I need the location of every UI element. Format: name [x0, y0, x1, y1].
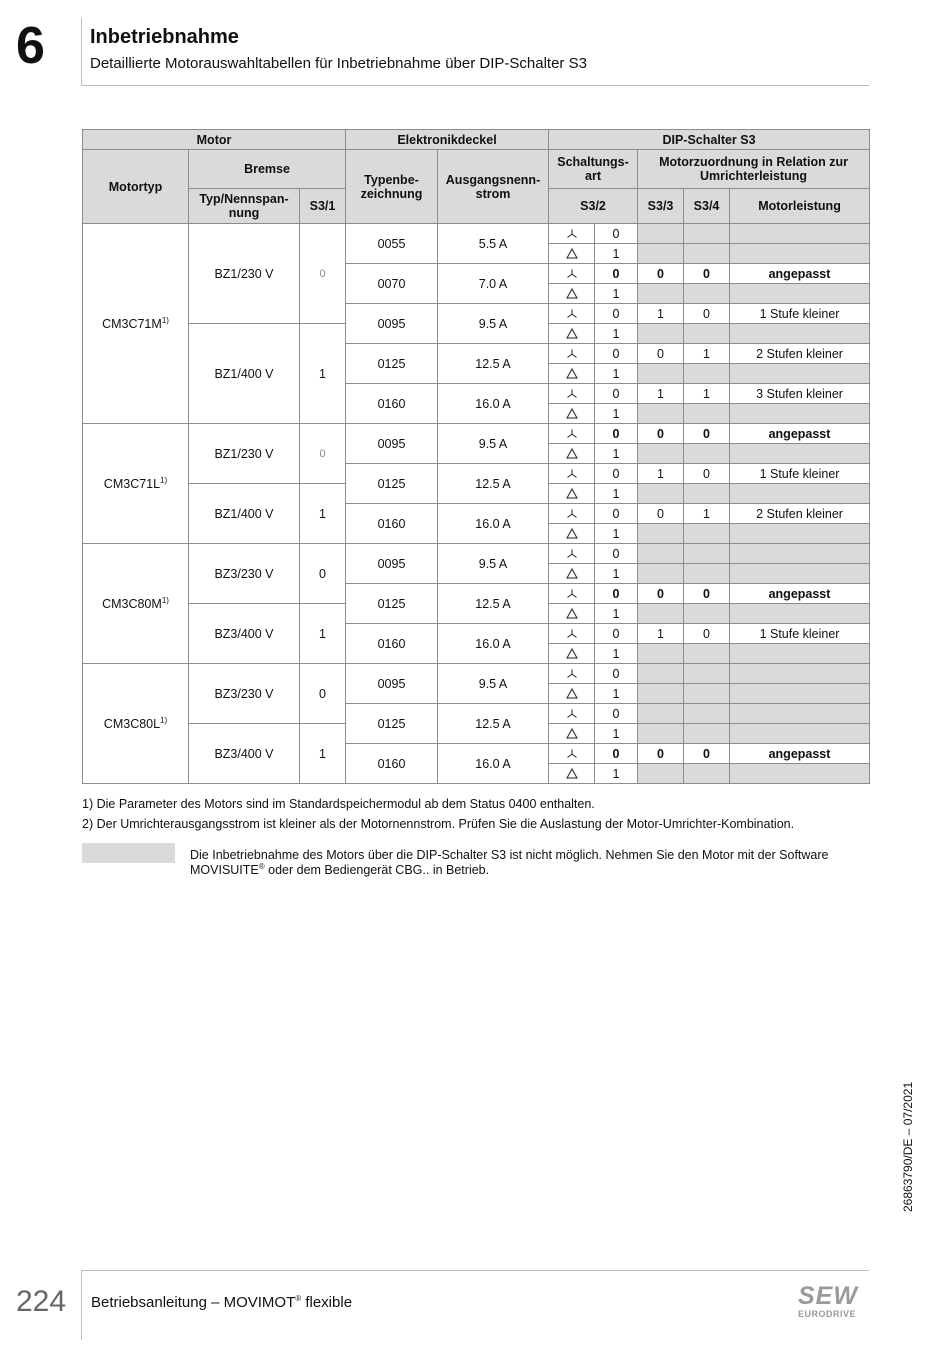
s33-value: [638, 704, 684, 724]
output-current: 16.0 A: [438, 504, 549, 544]
s31-value: 0: [300, 664, 346, 724]
s33-value: 0: [638, 264, 684, 284]
footnote-1: 1) Die Parameter des Motors sind im Standardspeichermodul ab dem Status 0400 enthalten.: [82, 797, 595, 811]
sew-eurodrive-logo: [798, 1283, 870, 1321]
s34-value: 0: [684, 584, 730, 604]
logo-subword: EURODRIVE: [798, 1309, 857, 1319]
document-id: 26863790/DE – 07/2021: [901, 1081, 915, 1212]
motor-power: [730, 764, 870, 784]
table-body: [83, 224, 870, 784]
s34-value: 1: [684, 344, 730, 364]
motor-power: [730, 724, 870, 744]
s32-value: 1: [595, 364, 638, 384]
s33-value: [638, 404, 684, 424]
col-header-motortyp: Motortyp: [83, 150, 189, 224]
s32-value: 0: [595, 224, 638, 244]
motor-footnote-ref: 1): [161, 315, 169, 325]
output-current: 5.5 A: [438, 224, 549, 264]
motor-power: 3 Stufen kleiner: [730, 384, 870, 404]
header-rule: [81, 85, 869, 86]
cover-type: 0160: [346, 504, 438, 544]
s33-value: [638, 644, 684, 664]
star-connection-icon: [549, 464, 595, 484]
star-connection-icon: [549, 384, 595, 404]
col-header-schaltungsart: Schaltungs- art: [549, 150, 638, 189]
s32-value: 1: [595, 404, 638, 424]
footer-document-title: [91, 1294, 352, 1311]
s33-value: [638, 224, 684, 244]
s31-value: 1: [300, 724, 346, 784]
col-header-s34: S3/4: [684, 189, 730, 224]
delta-connection-icon: [549, 644, 595, 664]
table-row: [83, 424, 870, 444]
delta-connection-icon: [549, 604, 595, 624]
col-header-motorleistung: Motorleistung: [730, 189, 870, 224]
delta-connection-icon: [549, 764, 595, 784]
cover-type: 0160: [346, 624, 438, 664]
star-connection-icon: [549, 224, 595, 244]
brake-type: BZ1/400 V: [189, 324, 300, 424]
s34-value: [684, 284, 730, 304]
motor-power: [730, 224, 870, 244]
star-connection-icon: [549, 504, 595, 524]
s32-value: 0: [595, 464, 638, 484]
output-current: 9.5 A: [438, 424, 549, 464]
s32-value: 0: [595, 744, 638, 764]
s34-value: [684, 524, 730, 544]
s34-value: [684, 224, 730, 244]
output-current: 9.5 A: [438, 664, 549, 704]
s32-value: 1: [595, 324, 638, 344]
s33-value: 0: [638, 424, 684, 444]
s34-value: [684, 684, 730, 704]
note-line-2: oder dem Bediengerät CBG.. in Betrieb.: [264, 863, 490, 877]
cover-type: 0095: [346, 424, 438, 464]
s34-value: 0: [684, 744, 730, 764]
brake-type: BZ1/230 V: [189, 224, 300, 324]
s34-value: [684, 604, 730, 624]
footer-rule: [81, 1270, 869, 1271]
star-connection-icon: [549, 344, 595, 364]
s33-value: 0: [638, 344, 684, 364]
s34-value: 0: [684, 304, 730, 324]
note-marker-bar: [82, 843, 175, 863]
s32-value: 0: [595, 544, 638, 564]
s33-value: 1: [638, 464, 684, 484]
delta-connection-icon: [549, 244, 595, 264]
s33-value: [638, 364, 684, 384]
s33-value: 0: [638, 504, 684, 524]
cover-type: 0070: [346, 264, 438, 304]
star-connection-icon: [549, 624, 595, 644]
s32-value: 1: [595, 284, 638, 304]
delta-connection-icon: [549, 284, 595, 304]
s33-value: [638, 444, 684, 464]
star-connection-icon: [549, 264, 595, 284]
motor-power: angepasst: [730, 424, 870, 444]
s33-value: [638, 244, 684, 264]
delta-connection-icon: [549, 324, 595, 344]
s32-value: 0: [595, 264, 638, 284]
star-connection-icon: [549, 544, 595, 564]
cover-type: 0095: [346, 304, 438, 344]
cover-type: 0125: [346, 584, 438, 624]
table-row: [83, 544, 870, 564]
s34-value: [684, 724, 730, 744]
cover-type: 0160: [346, 384, 438, 424]
output-current: 16.0 A: [438, 384, 549, 424]
s32-value: 0: [595, 624, 638, 644]
s32-value: 1: [595, 644, 638, 664]
s34-value: [684, 324, 730, 344]
chapter-title: Inbetriebnahme: [90, 26, 239, 48]
output-current: 9.5 A: [438, 304, 549, 344]
s33-value: 0: [638, 584, 684, 604]
s33-value: [638, 764, 684, 784]
header-divider: [81, 18, 82, 86]
col-header-s31: S3/1: [300, 189, 346, 224]
s33-value: [638, 664, 684, 684]
cover-type: 0125: [346, 344, 438, 384]
motor-power: angepasst: [730, 744, 870, 764]
s34-value: [684, 484, 730, 504]
cover-type: 0095: [346, 544, 438, 584]
motor-power: 1 Stufe kleiner: [730, 464, 870, 484]
col-header-s32: S3/2: [549, 189, 638, 224]
motor-power: angepasst: [730, 264, 870, 284]
motor-type-cell: [83, 424, 189, 544]
star-connection-icon: [549, 304, 595, 324]
s33-value: 1: [638, 384, 684, 404]
motor-footnote-ref: 1): [161, 595, 169, 605]
s33-value: 1: [638, 304, 684, 324]
delta-connection-icon: [549, 524, 595, 544]
brake-type: BZ3/230 V: [189, 664, 300, 724]
s31-value: 1: [300, 324, 346, 424]
motor-power: [730, 444, 870, 464]
motor-power: [730, 704, 870, 724]
s32-value: 1: [595, 244, 638, 264]
motor-type: CM3C80M: [102, 596, 162, 611]
motor-power: 1 Stufe kleiner: [730, 624, 870, 644]
delta-connection-icon: [549, 444, 595, 464]
motor-power: [730, 564, 870, 584]
s34-value: [684, 564, 730, 584]
s33-value: [638, 484, 684, 504]
col-header-s33: S3/3: [638, 189, 684, 224]
s33-value: [638, 544, 684, 564]
s34-value: 0: [684, 424, 730, 444]
footer-title-main: Betriebsanleitung – MOVIMOT: [91, 1294, 296, 1311]
col-header-ausgangsstrom: Ausgangsnenn- strom: [438, 150, 549, 224]
footnote-2: 2) Der Umrichterausgangsstrom ist kleiner als der Motornennstrom. Prüfen Sie die Auslastung der Motor-Umrichter-Kombination.: [82, 817, 795, 831]
motor-footnote-ref: 1): [160, 475, 168, 485]
s32-value: 0: [595, 704, 638, 724]
output-current: 16.0 A: [438, 624, 549, 664]
s34-value: 1: [684, 504, 730, 524]
s31-value: 0: [300, 424, 346, 484]
motor-power: [730, 364, 870, 384]
note-text: [190, 848, 870, 878]
footer-registered-mark: ®: [295, 1294, 302, 1303]
cover-type: 0055: [346, 224, 438, 264]
note-line-1: Die Inbetriebnahme des Motors über die DIP-Schalter S3 ist nicht möglich. Nehmen Sie den Motor mit der Software: [190, 848, 829, 862]
motor-power: 2 Stufen kleiner: [730, 344, 870, 364]
s32-value: 1: [595, 564, 638, 584]
s33-value: [638, 564, 684, 584]
star-connection-icon: [549, 744, 595, 764]
s33-value: [638, 524, 684, 544]
star-connection-icon: [549, 704, 595, 724]
motor-type-cell: [83, 664, 189, 784]
col-header-typ-nennspannung: Typ/Nennspan- nung: [189, 189, 300, 224]
section-subtitle: Detaillierte Motorauswahltabellen für Inbetriebnahme über DIP-Schalter S3: [90, 55, 587, 72]
s34-value: 1: [684, 384, 730, 404]
motor-power: 2 Stufen kleiner: [730, 504, 870, 524]
motor-power: [730, 484, 870, 504]
delta-connection-icon: [549, 724, 595, 744]
s34-value: [684, 704, 730, 724]
output-current: 12.5 A: [438, 704, 549, 744]
star-connection-icon: [549, 584, 595, 604]
brake-type: BZ3/400 V: [189, 724, 300, 784]
s33-value: [638, 284, 684, 304]
s34-value: [684, 244, 730, 264]
motor-power: 1 Stufe kleiner: [730, 304, 870, 324]
motor-power: [730, 524, 870, 544]
s33-value: [638, 684, 684, 704]
output-current: 16.0 A: [438, 744, 549, 784]
s32-value: 1: [595, 684, 638, 704]
table-row: [83, 664, 870, 684]
note-software-name: MOVISUITE: [190, 863, 259, 877]
s31-value: 0: [300, 544, 346, 604]
motor-power: [730, 324, 870, 344]
s32-value: 0: [595, 384, 638, 404]
s34-value: [684, 644, 730, 664]
star-connection-icon: [549, 664, 595, 684]
s32-value: 0: [595, 304, 638, 324]
s32-value: 0: [595, 344, 638, 364]
s31-value: 0: [300, 224, 346, 324]
brake-type: BZ3/400 V: [189, 604, 300, 664]
group-header-dip: DIP-Schalter S3: [549, 130, 870, 150]
s34-value: 0: [684, 464, 730, 484]
group-header-cover: Elektronikdeckel: [346, 130, 549, 150]
col-header-zuordnung: Motorzuordnung in Relation zur Umrichterleistung: [638, 150, 870, 189]
table-row: [83, 224, 870, 244]
s32-value: 0: [595, 504, 638, 524]
motor-power: [730, 644, 870, 664]
motor-footnote-ref: 1): [160, 715, 168, 725]
motor-power: [730, 684, 870, 704]
brake-type: BZ3/230 V: [189, 544, 300, 604]
s34-value: [684, 444, 730, 464]
s32-value: 1: [595, 524, 638, 544]
s34-value: [684, 544, 730, 564]
motor-power: [730, 244, 870, 264]
s32-value: 1: [595, 604, 638, 624]
cover-type: 0125: [346, 704, 438, 744]
cover-type: 0095: [346, 664, 438, 704]
delta-connection-icon: [549, 364, 595, 384]
motor-selection-table: [82, 129, 870, 784]
star-connection-icon: [549, 424, 595, 444]
group-header-motor: Motor: [83, 130, 346, 150]
motor-power: [730, 664, 870, 684]
footer-divider: [81, 1270, 82, 1340]
s31-value: 1: [300, 484, 346, 544]
cover-type: 0160: [346, 744, 438, 784]
s32-value: 0: [595, 584, 638, 604]
brake-type: BZ1/230 V: [189, 424, 300, 484]
delta-connection-icon: [549, 564, 595, 584]
motor-type-cell: [83, 224, 189, 424]
s34-value: 0: [684, 624, 730, 644]
delta-connection-icon: [549, 404, 595, 424]
delta-connection-icon: [549, 484, 595, 504]
motor-power: [730, 544, 870, 564]
s32-value: 1: [595, 484, 638, 504]
output-current: 12.5 A: [438, 344, 549, 384]
s33-value: [638, 724, 684, 744]
cover-type: 0125: [346, 464, 438, 504]
chapter-number: 6: [16, 17, 45, 75]
motor-power: angepasst: [730, 584, 870, 604]
s32-value: 1: [595, 444, 638, 464]
s34-value: [684, 764, 730, 784]
note-registered-mark: ®: [258, 861, 265, 871]
footer-title-suffix: flexible: [301, 1294, 353, 1311]
s33-value: [638, 604, 684, 624]
s34-value: [684, 404, 730, 424]
logo-word: SEW: [798, 1282, 858, 1310]
motor-power: [730, 404, 870, 424]
s33-value: 0: [638, 744, 684, 764]
s31-value: 1: [300, 604, 346, 664]
s32-value: 1: [595, 724, 638, 744]
output-current: 12.5 A: [438, 584, 549, 624]
motor-type: CM3C71M: [102, 316, 162, 331]
brake-type: BZ1/400 V: [189, 484, 300, 544]
output-current: 7.0 A: [438, 264, 549, 304]
s33-value: 1: [638, 624, 684, 644]
motor-type: CM3C80L: [103, 716, 161, 731]
s32-value: 0: [595, 424, 638, 444]
s34-value: 0: [684, 264, 730, 284]
s34-value: [684, 664, 730, 684]
motor-power: [730, 604, 870, 624]
output-current: 12.5 A: [438, 464, 549, 504]
col-header-typenbezeichnung: Typenbe- zeichnung: [346, 150, 438, 224]
output-current: 9.5 A: [438, 544, 549, 584]
s32-value: 0: [595, 664, 638, 684]
motor-type-cell: [83, 544, 189, 664]
col-header-bremse: Bremse: [189, 150, 346, 189]
s32-value: 1: [595, 764, 638, 784]
s34-value: [684, 364, 730, 384]
page-number: 224: [16, 1285, 67, 1318]
motor-power: [730, 284, 870, 304]
delta-connection-icon: [549, 684, 595, 704]
s33-value: [638, 324, 684, 344]
motor-type: CM3C71L: [103, 476, 161, 491]
